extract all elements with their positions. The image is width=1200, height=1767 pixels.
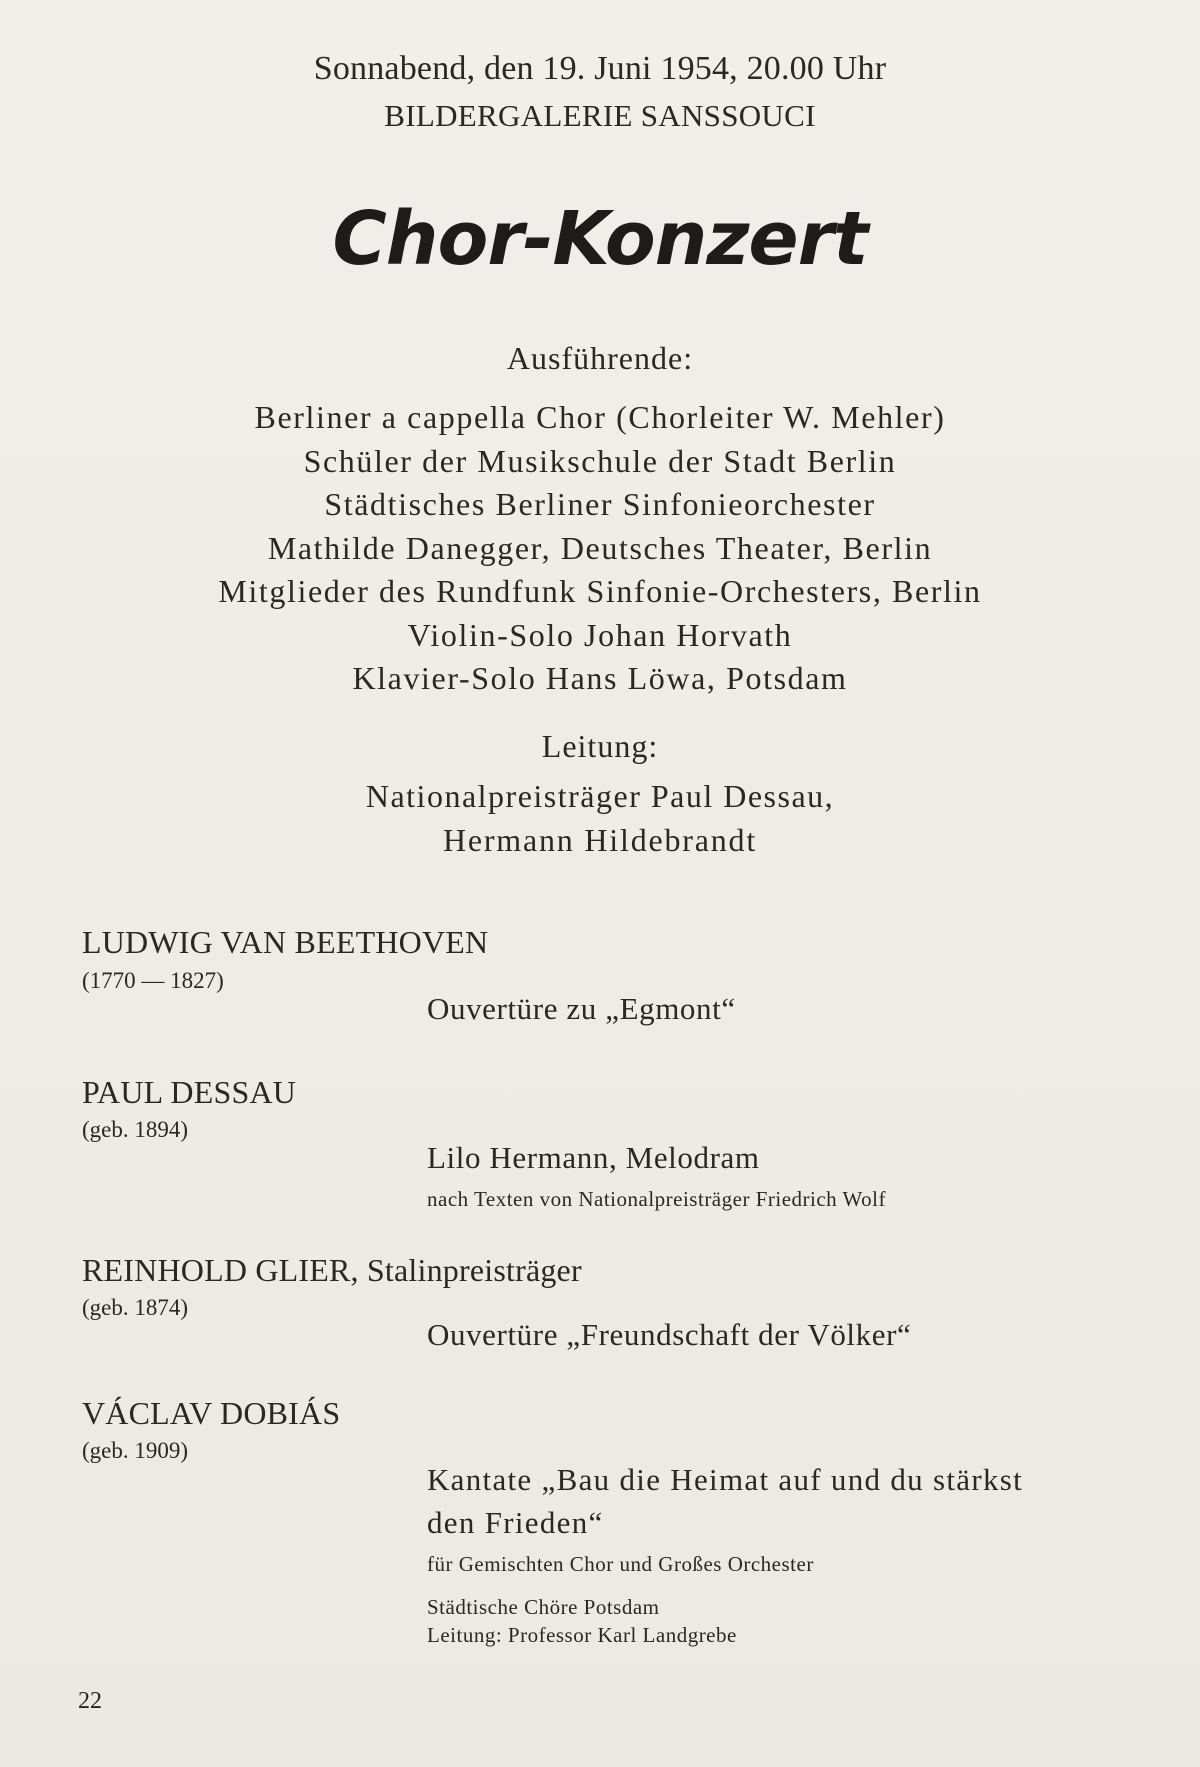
composer-dates: (1770 — 1827) bbox=[82, 968, 224, 993]
work-title: Ouvertüre „Freundschaft der Völker“ bbox=[427, 1317, 912, 1352]
composer-dates: (geb. 1909) bbox=[82, 1438, 189, 1463]
performer-item: Städtisches Berliner Sinfonieorchester bbox=[324, 486, 876, 522]
work-note: Leitung: Professor Karl Landgrebe bbox=[427, 1623, 737, 1647]
work-title: Lilo Hermann, Melodram bbox=[427, 1140, 760, 1175]
performer-item: Berliner a cappella Chor (Chorleiter W. Mehler) bbox=[254, 399, 946, 435]
leitung-label: Leitung: bbox=[541, 728, 659, 764]
work-title: Ouvertüre zu „Egmont“ bbox=[427, 991, 736, 1026]
composer-dates: (geb. 1894) bbox=[82, 1117, 189, 1142]
performer-item: Mathilde Danegger, Deutsches Theater, Berlin bbox=[267, 529, 933, 566]
concert-date: Sonnabend, den 19. Juni 1954, 20.00 Uhr bbox=[313, 50, 887, 87]
work-note: nach Texten von Nationalpreisträger Friedrich Wolf bbox=[427, 1187, 887, 1211]
work-note: für Gemischten Chor und Großes Orchester bbox=[427, 1552, 814, 1576]
concert-title: Chor-Konzert bbox=[332, 196, 868, 282]
performers-label: Ausführende: bbox=[506, 340, 694, 376]
work-title-continued: den Frieden“ bbox=[427, 1505, 604, 1540]
concert-venue: BILDERGALERIE SANSSOUCI bbox=[384, 98, 816, 133]
performer-item: Schüler der Musikschule der Stadt Berlin bbox=[303, 442, 897, 479]
performer-item: Klavier-Solo Hans Löwa, Potsdam bbox=[352, 660, 848, 696]
performer-item: Violin-Solo Johan Horvath bbox=[407, 616, 793, 653]
performer-item: Mitglieder des Rundfunk Sinfonie-Orchesters, Berlin bbox=[218, 573, 982, 609]
leitung-conductor-1: Nationalpreisträger Paul Dessau, bbox=[365, 778, 835, 814]
work-title: Kantate „Bau die Heimat auf und du stärkst bbox=[427, 1462, 1024, 1497]
work-note: Städtische Chöre Potsdam bbox=[427, 1595, 660, 1619]
page-number: 22 bbox=[78, 1688, 102, 1714]
composer-name: VÁCLAV DOBIÁS bbox=[82, 1395, 341, 1431]
performers-list bbox=[0, 396, 1200, 701]
composer-name: REINHOLD GLIER, Stalinpreisträger bbox=[82, 1252, 582, 1288]
composer-name: LUDWIG VAN BEETHOVEN bbox=[82, 924, 489, 960]
composer-name: PAUL DESSAU bbox=[82, 1074, 297, 1110]
leitung-conductor-2: Hermann Hildebrandt bbox=[442, 822, 758, 858]
composer-dates: (geb. 1874) bbox=[82, 1295, 189, 1320]
